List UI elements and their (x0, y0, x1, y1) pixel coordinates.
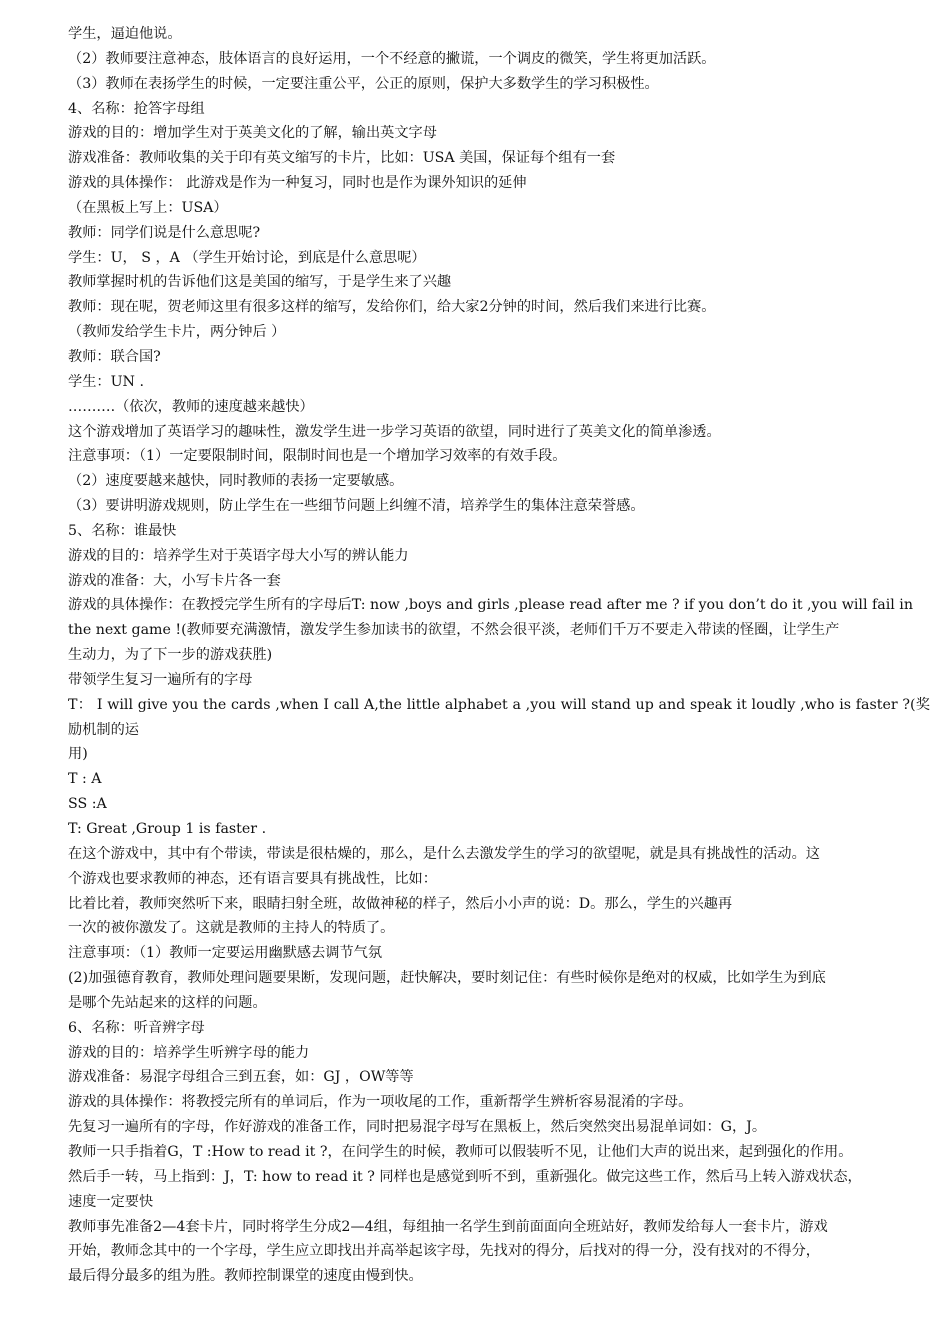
section-heading: 6、名称：听音辨字母 (68, 1019, 205, 1036)
text-line: 学生，逼迫他说。 (68, 26, 182, 42)
text-line: 教师：同学们说是什么意思呢? (68, 224, 261, 241)
text-line: 教师掌握时机的告诉他们这是美国的缩写，于是学生来了兴趣 (68, 274, 452, 291)
text-line: 这个游戏增加了英语学习的趣味性，激发学生进一步学习英语的欲望，同时进行了英美文化的简单渗透。 (68, 423, 721, 440)
text-line: 个游戏也要求教师的神态，还有语言要具有挑战性，比如： (68, 870, 437, 887)
text-line: 教师事先准备2—4套卡片，同时将学生分成2—4组，每组抽一名学生到前面面向全班站好，教师发给每人一套卡片，游戏 (68, 1218, 828, 1235)
text-line: （3）要讲明游戏规则，防止学生在一些细节问题上纠缠不清，培养学生的集体注意荣誉感。 (68, 498, 645, 515)
text-line: 游戏准备：教师收集的关于印有英文缩写的卡片，比如：USA 美国，保证每个组有一套 (68, 150, 616, 167)
text-line: （3）教师在表扬学生的时候，一定要注重公平，公正的原则，保护大多数学生的学习积极性。 (68, 75, 659, 92)
text-line: T： I will give you the cards ,when I call A,the little alphabet a ,you will stand up and speak it loudly ,who is faster ?(奖励机制的运 (68, 696, 930, 738)
text-line: 比着比着，教师突然听下来，眼睛扫射全班，故做神秘的样子，然后小小声的说：D。那么，学生的兴趣再 (68, 895, 733, 912)
text-line: 教师：联合国? (68, 348, 161, 365)
text-line: 然后手一转，马上指到：J，T: how to read it ? 同样也是感觉到听不到，重新强化。做完这些工作，然后马上转入游戏状态， (68, 1168, 862, 1185)
text-line: 开始，教师念其中的一个字母，学生应立即找出并高举起该字母，先找对的得分，后找对的得一分，没有找对的不得分， (68, 1243, 820, 1260)
text-line: 生动力，为了下一步的游戏获胜) (68, 647, 273, 664)
text-line: （教师发给学生卡片，两分钟后 ） (68, 324, 286, 341)
text-line: 游戏的具体操作： 此游戏是作为一种复习，同时也是作为课外知识的延伸 (68, 175, 527, 192)
text-line: 注意事项：（1）一定要限制时间，限制时间也是一个增加学习效率的有效手段。 (68, 448, 567, 465)
text-line: 最后得分最多的组为胜。教师控制课堂的速度由慢到快。 (68, 1268, 423, 1285)
section-heading: 5、名称：谁最快 (68, 522, 177, 539)
text-line: SS :A (68, 796, 107, 813)
text-line: 教师一只手指着G，T :How to read it ?，在问学生的时候，教师可以假装听不见，让他们大声的说出来，起到强化的作用。 (68, 1143, 853, 1160)
text-line: 在这个游戏中，其中有个带读，带读是很枯燥的，那么，是什么去激发学生的学习的欲望呢，就是具有挑战性的活动。这 (68, 845, 820, 862)
text-line: T: Great ,Group 1 is faster . (68, 821, 267, 837)
text-line: 游戏的目的：培养学生听辨字母的能力 (68, 1044, 310, 1061)
section-heading: 4、名称：抢答字母组 (68, 100, 205, 117)
text-line: T : A (68, 771, 102, 788)
text-line: 一次的被你激发了。这就是教师的主持人的特质了。 (68, 920, 395, 937)
text-line: 教师：现在呢，贺老师这里有很多这样的缩写，发给你们，给大家2分钟的时间，然后我们来进行比赛。 (68, 299, 716, 316)
text-line: 游戏的具体操作：在教授完学生所有的字母后T: now ,boys and girls ,please read after me ? if you don’t do it ,you will fail in (68, 597, 913, 614)
document-body (68, 22, 930, 1289)
text-line: (2)加强德育教育，教师处理问题要果断，发现问题，赶快解决，要时刻记住：有些时候你是绝对的权威，比如学生为到底 (68, 970, 826, 987)
text-line: 学生：U， S ，A （学生开始讨论，到底是什么意思呢） (68, 249, 426, 266)
text-line: ……….（依次，教师的速度越来越快） (68, 398, 314, 415)
text-line: （在黑板上写上：USA） (68, 199, 228, 216)
text-line: the next game !(教师要充满激情，激发学生参加读书的欲望，不然会很平淡，老师们千万不要走入带读的怪圈，让学生产 (68, 622, 840, 639)
text-line: 是哪个先站起来的这样的问题。 (68, 994, 267, 1011)
text-line: 游戏的准备：大，小写卡片各一套 (68, 572, 281, 589)
text-line: 游戏准备：易混字母组合三到五套，如：GJ ，OW等等 (68, 1069, 414, 1086)
text-line: （2）教师要注意神态，肢体语言的良好运用，一个不经意的撇谎，一个调皮的微笑，学生将更加活跃。 (68, 50, 716, 67)
text-line: 游戏的具体操作：将教授完所有的单词后，作为一项收尾的工作，重新帮学生辨析容易混淆的字母。 (68, 1094, 693, 1111)
text-line: 用) (68, 746, 88, 763)
text-line: 带领学生复习一遍所有的字母 (68, 671, 253, 688)
text-line: 先复习一遍所有的字母，作好游戏的准备工作，同时把易混字母写在黑板上，然后突然突出易混单词如：G，J。 (68, 1119, 767, 1136)
text-line: 注意事项：（1）教师一定要运用幽默感去调节气氛 (68, 945, 383, 962)
text-line: （2）速度要越来越快，同时教师的表扬一定要敏感。 (68, 473, 404, 490)
text-line: 速度一定要快 (68, 1193, 154, 1210)
text-line: 游戏的目的：培养学生对于英语字母大小写的辨认能力 (68, 547, 409, 564)
text-line: 学生：UN . (68, 373, 144, 390)
text-line: 游戏的目的：增加学生对于英美文化的了解，输出英文字母 (68, 125, 437, 142)
